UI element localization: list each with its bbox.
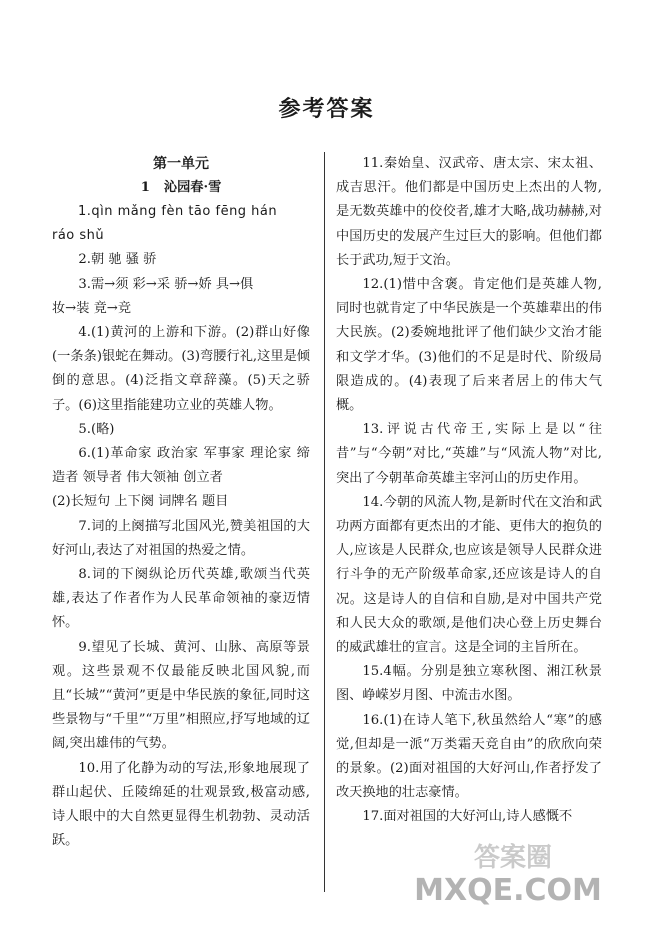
answer-paragraph: 15.4幅。分别是独立寒秋图、湘江秋景图、峥嵘岁月图、中流击水图。 [336,664,602,704]
answer-paragraph: 2.朝 驰 骚 骄 [78,252,157,268]
watermark-logo [393,838,623,908]
page-title: 参考答案 [278,96,375,122]
answer-paragraph: 11.秦始皇、汉武帝、唐太宗、宋太祖、成吉思汗。他们都是中国历史上杰出的人物,是无数英雄中的佼佼者,雄才大略,战功赫赫,对中国历史的发展产生过巨大的影响。但他们都长于武功,短于文治。 [336,156,602,268]
answer-paragraph: 14.今朝的风流人物,是新时代在文治和武功两方面都有更杰出的才能、更伟大的抱负的人,应该是人民群众,也应该是领导人民群众进行斗争的无产阶级革命家,还应该是诗人的自况。这是诗人的自信和自励,是对中国共产党和人民大众的歌颂,是他们决心登上历史舞台的威武雄壮的宣言。这是全词的主旨所在。 [336,494,602,656]
unit-title: 第一单元 [153,156,209,172]
answer-paragraph: 1.qìn mǎng fèn tāo fēng hán [78,204,278,219]
right-column [336,152,602,830]
answer-paragraph: 9.望见了长城、黄河、山脉、高原等景观。这些景观不仅最能反映北国风貌,而且“长城”“黄河”更是中华民族的象征,同时这些景物与“千里”“万里”相照应,抒写地域的辽阔,突出雄伟的气势。 [52,639,310,752]
watermark-badge: 答案圈 [473,843,553,873]
lesson-title [52,176,310,200]
answer-paragraph: 7.词的上阕描写北国风光,赞美祖国的大好河山,表达了对祖国的热爱之情。 [52,518,310,558]
answer-paragraph: 3.需→须 彩→采 骄→娇 具→俱 [78,276,254,292]
lesson-name: 沁园春·雪 [163,180,222,195]
answer-paragraph: 8.词的下阕纵论历代英雄,歌颂当代英雄,表达了作者作为人民革命领袖的豪迈情怀。 [52,567,310,631]
right-answers [336,152,602,830]
answer-paragraph: 6.(1)革命家 政治家 军事家 理论家 缔造者 领导者 伟大领袖 创立者 [52,446,310,486]
answer-paragraph: 10.用了化静为动的写法,形象地展现了群山起伏、丘陵绵延的壮观景致,极富动感,诗人眼中的大自然更显得生机勃勃、灵动活跃。 [52,760,310,849]
answer-paragraph: (2)长短句 上下阕 词牌名 题目 [52,494,229,510]
answer-paragraph: ráo shǔ [52,228,105,244]
column-divider [324,152,325,892]
answer-paragraph: 13.评说古代帝王,实际上是以“往昔”与“今朝”对比,“英雄”与“风流人物”对比,突出了今朝革命英雄主宰河山的历史作用。 [336,422,602,486]
answer-paragraph: 4.(1)黄河的上游和下游。(2)群山好像(一条条)银蛇在舞动。(3)弯腰行礼,这里是倾倒的意思。(4)泛指文章辞藻。(5)天之骄子。(6)这里指能建功立业的英雄人物。 [52,325,310,413]
answer-paragraph: 12.(1)惜中含褒。肯定他们是英雄人物,同时也就肯定了中华民族是一个英雄辈出的伟大民族。(2)委婉地批评了他们缺少文治才能和文学才华。(3)他们的不足是时代、阶级局限造成的。(4)表现了后来者居上的伟大气概。 [336,277,602,414]
answer-paragraph: 5.(略) [78,421,115,437]
lesson-number: 1 [140,180,150,195]
watermark-text: MXQE.COM [414,873,602,908]
answer-paragraph: 妆→装 竟→竞 [52,300,132,316]
answer-paragraph: 16.(1)在诗人笔下,秋虽然给人“寒”的感觉,但却是一派“万类霜天竞自由”的欣欣向荣的景象。(2)面对祖国的大好河山,作者抒发了改天换地的壮志豪情。 [336,712,602,801]
left-answers [52,200,310,853]
answer-paragraph: 17.面对祖国的大好河山,诗人感慨不 [362,809,573,825]
left-column [52,152,310,853]
